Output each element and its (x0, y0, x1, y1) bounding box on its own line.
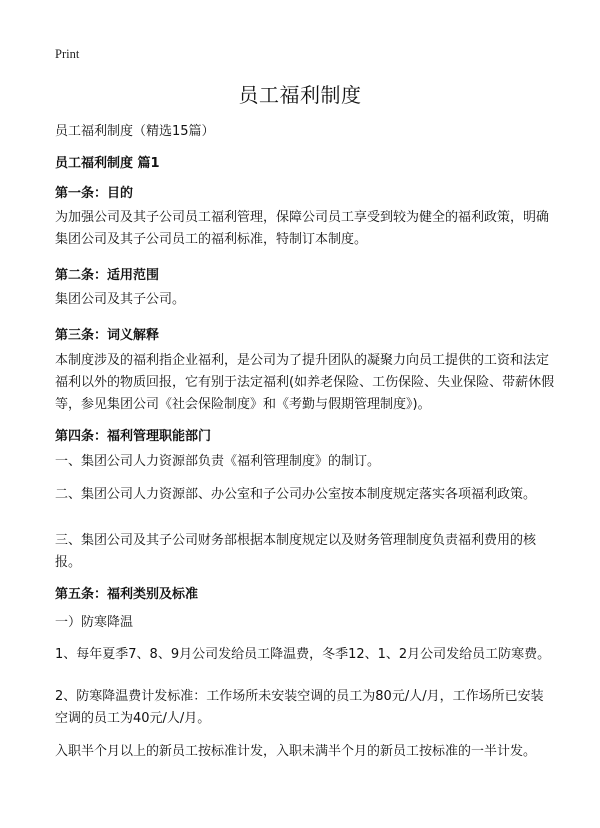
paragraph-purpose: 为加强公司及其子公司员工福利管理，保障公司员工享受到较为健全的福利政策，明确集团公司及其子公司员工的福利标准，特制订本制度。 (55, 210, 550, 247)
print-label: Print (55, 47, 80, 61)
paragraph-definition: 本制度涉及的福利指企业福利，是公司为了提升团队的凝聚力向员工提供的工资和法定福利以外的物质回报，它有别于法定福利(如养老保险、工伤保险、失业保险、带薪休假等，参见集团公司《社会保险制度》和《考勤与假期管理制度》)。 (55, 353, 555, 412)
section-heading: 员工福利制度 篇1 (55, 156, 160, 171)
article-heading-4: 第四条：福利管理职能部门 (55, 429, 212, 444)
paragraph-allowance-2: 2、防寒降温费计发标准：工作场所未安装空调的员工为80元/人/月，工作场所已安装空调的员工为40元/人/月。 (55, 689, 544, 726)
paragraph-allowance-3: 入职半个月以上的新员工按标准计发，入职未满半个月的新员工按标准的一半计发。 (55, 744, 537, 759)
paragraph-category: 一）防寒降温 (55, 615, 134, 630)
paragraph-dept-1: 一、集团公司人力资源部负责《福利管理制度》的制订。 (55, 454, 381, 469)
article-heading-1: 第一条：目的 (55, 186, 134, 201)
document-title: 员工福利制度 (238, 83, 362, 107)
article-heading-3: 第三条：词义解释 (55, 328, 160, 343)
paragraph-dept-2: 二、集团公司人力资源部、办公室和子公司办公室按本制度规定落实各项福利政策。 (55, 487, 537, 502)
article-heading-2: 第二条：适用范围 (55, 268, 160, 283)
article-heading-5: 第五条：福利类别及标准 (55, 587, 199, 602)
paragraph-dept-3: 三、集团公司及其子公司财务部根据本制度规定以及财务管理制度负责福利费用的核报。 (55, 533, 537, 570)
document-subtitle: 员工福利制度（精选15篇） (55, 124, 215, 139)
paragraph-allowance-1: 1、每年夏季7、8、9月公司发给员工降温费，冬季12、1、2月公司发给员工防寒费。 (55, 647, 551, 662)
paragraph-scope: 集团公司及其子公司。 (55, 292, 186, 307)
